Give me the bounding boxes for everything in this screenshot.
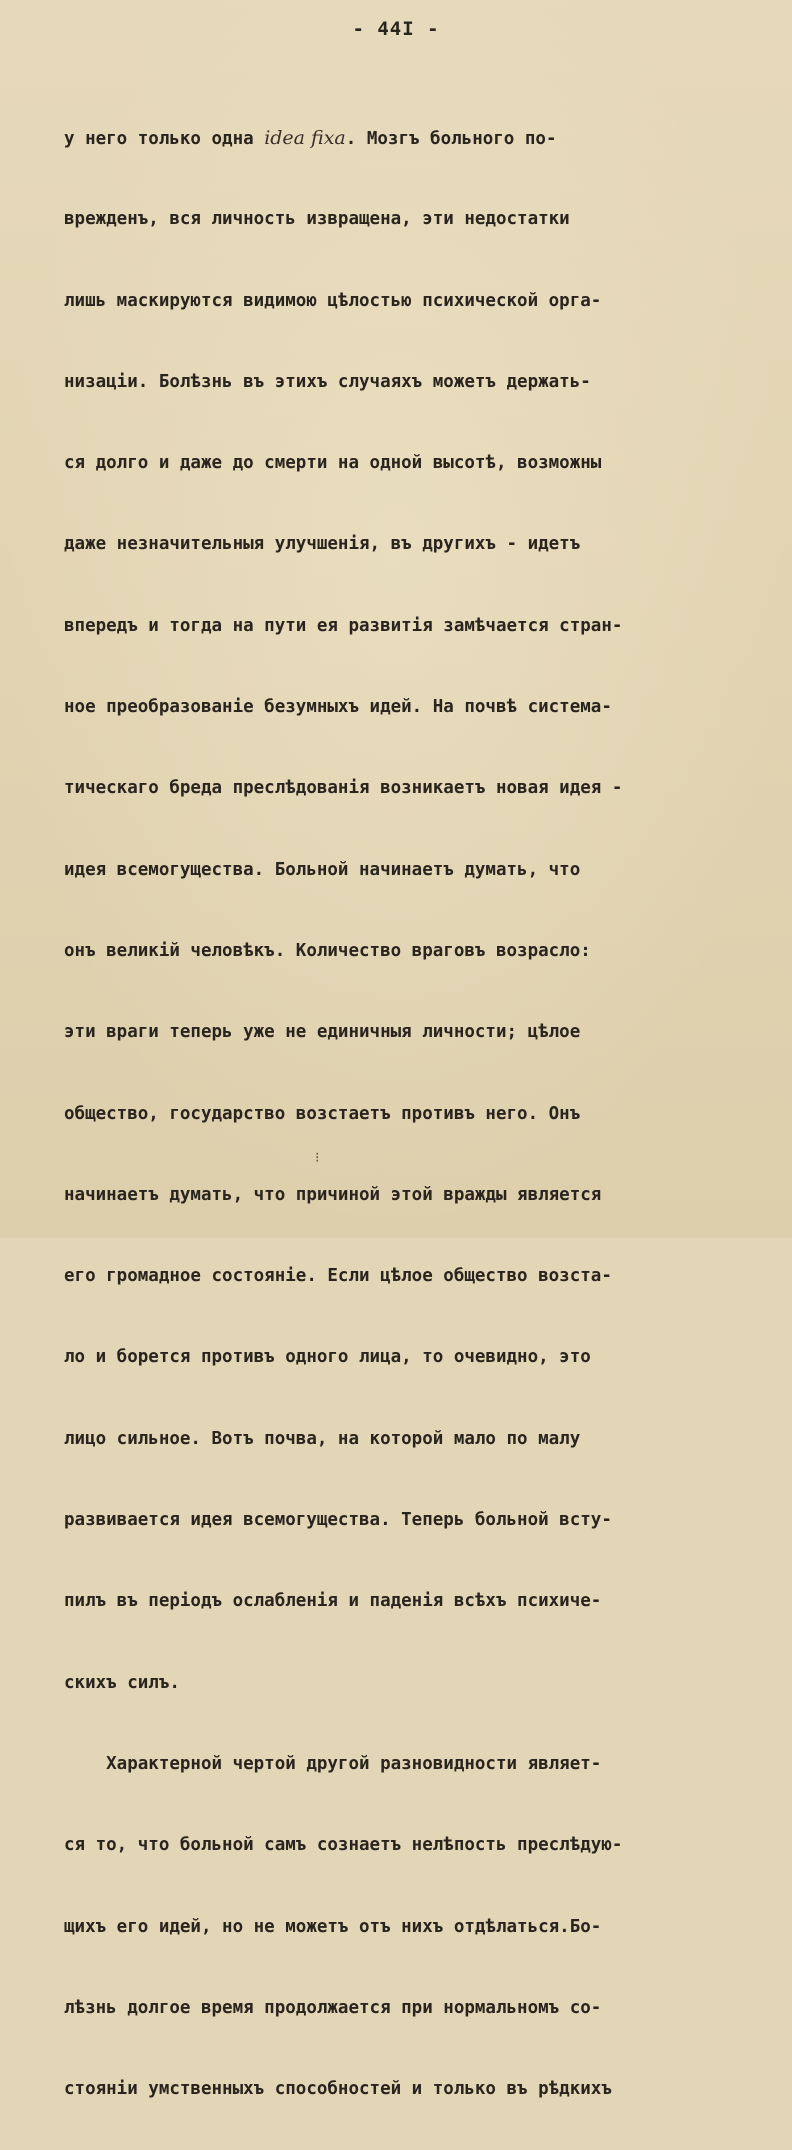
body-text [64,78,744,2150]
handwritten-insert: idea fixa [264,127,346,149]
text-line: ло и борется противъ одного лица, то очевидно, это [64,1347,591,1368]
text-line: стояніи умственныхъ способностей и только въ рѣдкихъ [64,2079,612,2100]
text-segment: у него только одна [64,129,265,149]
text-line: лишь маскируются видимою цѣлостью психической орга- [64,290,602,311]
text-line: врежденъ, вся личность извращена, эти недостатки [64,209,570,230]
text-line: даже незначительныя улучшенія, въ другихъ - идетъ [64,534,581,555]
page-number: - 44I - [352,18,440,40]
text-line: ся долго и даже до смерти на одной высотѣ, возможны [64,453,602,474]
text-line: лѣзнь долгое время продолжается при нормальномъ со- [64,1997,602,2018]
text-line: ное преобразованіе безумныхъ идей. На почвѣ система- [64,697,612,718]
text-line: Характерной чертой другой разновидности являет- [64,1753,602,1774]
text-line: скихъ силъ. [64,1672,180,1693]
text-line [64,118,744,159]
text-line: ся то, что больной самъ сознаетъ нелѣпость преслѣдую- [64,1835,623,1856]
text-segment: . Мозгъ больного по- [345,129,557,149]
text-line: онъ великій человѣкъ. Количество враговъ возрасло: [64,940,591,961]
text-line: пилъ въ періодъ ослабленія и паденія всѣхъ психиче- [64,1591,602,1612]
text-line: его громадное состояніе. Если цѣлое общество возста- [64,1266,612,1287]
text-line: впередъ и тогда на пути ея развитія замѣчается стран- [64,615,623,636]
text-line: щихъ его идей, но не можетъ отъ нихъ отдѣлаться.Бо- [64,1916,602,1937]
text-line: общество, государство возстаетъ противъ него. Онъ [64,1103,581,1124]
text-line: лицо сильное. Вотъ почва, на которой мало по малу [64,1428,581,1449]
text-line: развивается идея всемогущества. Теперь больной всту- [64,1510,612,1531]
text-line: тическаго бреда преслѣдованія возникаетъ новая идея - [64,778,623,799]
text-line: эти враги теперь уже не единичныя личности; цѣлое [64,1022,581,1043]
text-line: идея всемогущества. Больной начинаетъ думать, что [64,859,581,880]
text-line: низаціи. Болѣзнь въ этихъ случаяхъ можетъ держать- [64,371,591,392]
bottom-mark: ⁝ [315,1150,320,1166]
text-line: начинаетъ думать, что причиной этой вражды является [64,1184,602,1205]
